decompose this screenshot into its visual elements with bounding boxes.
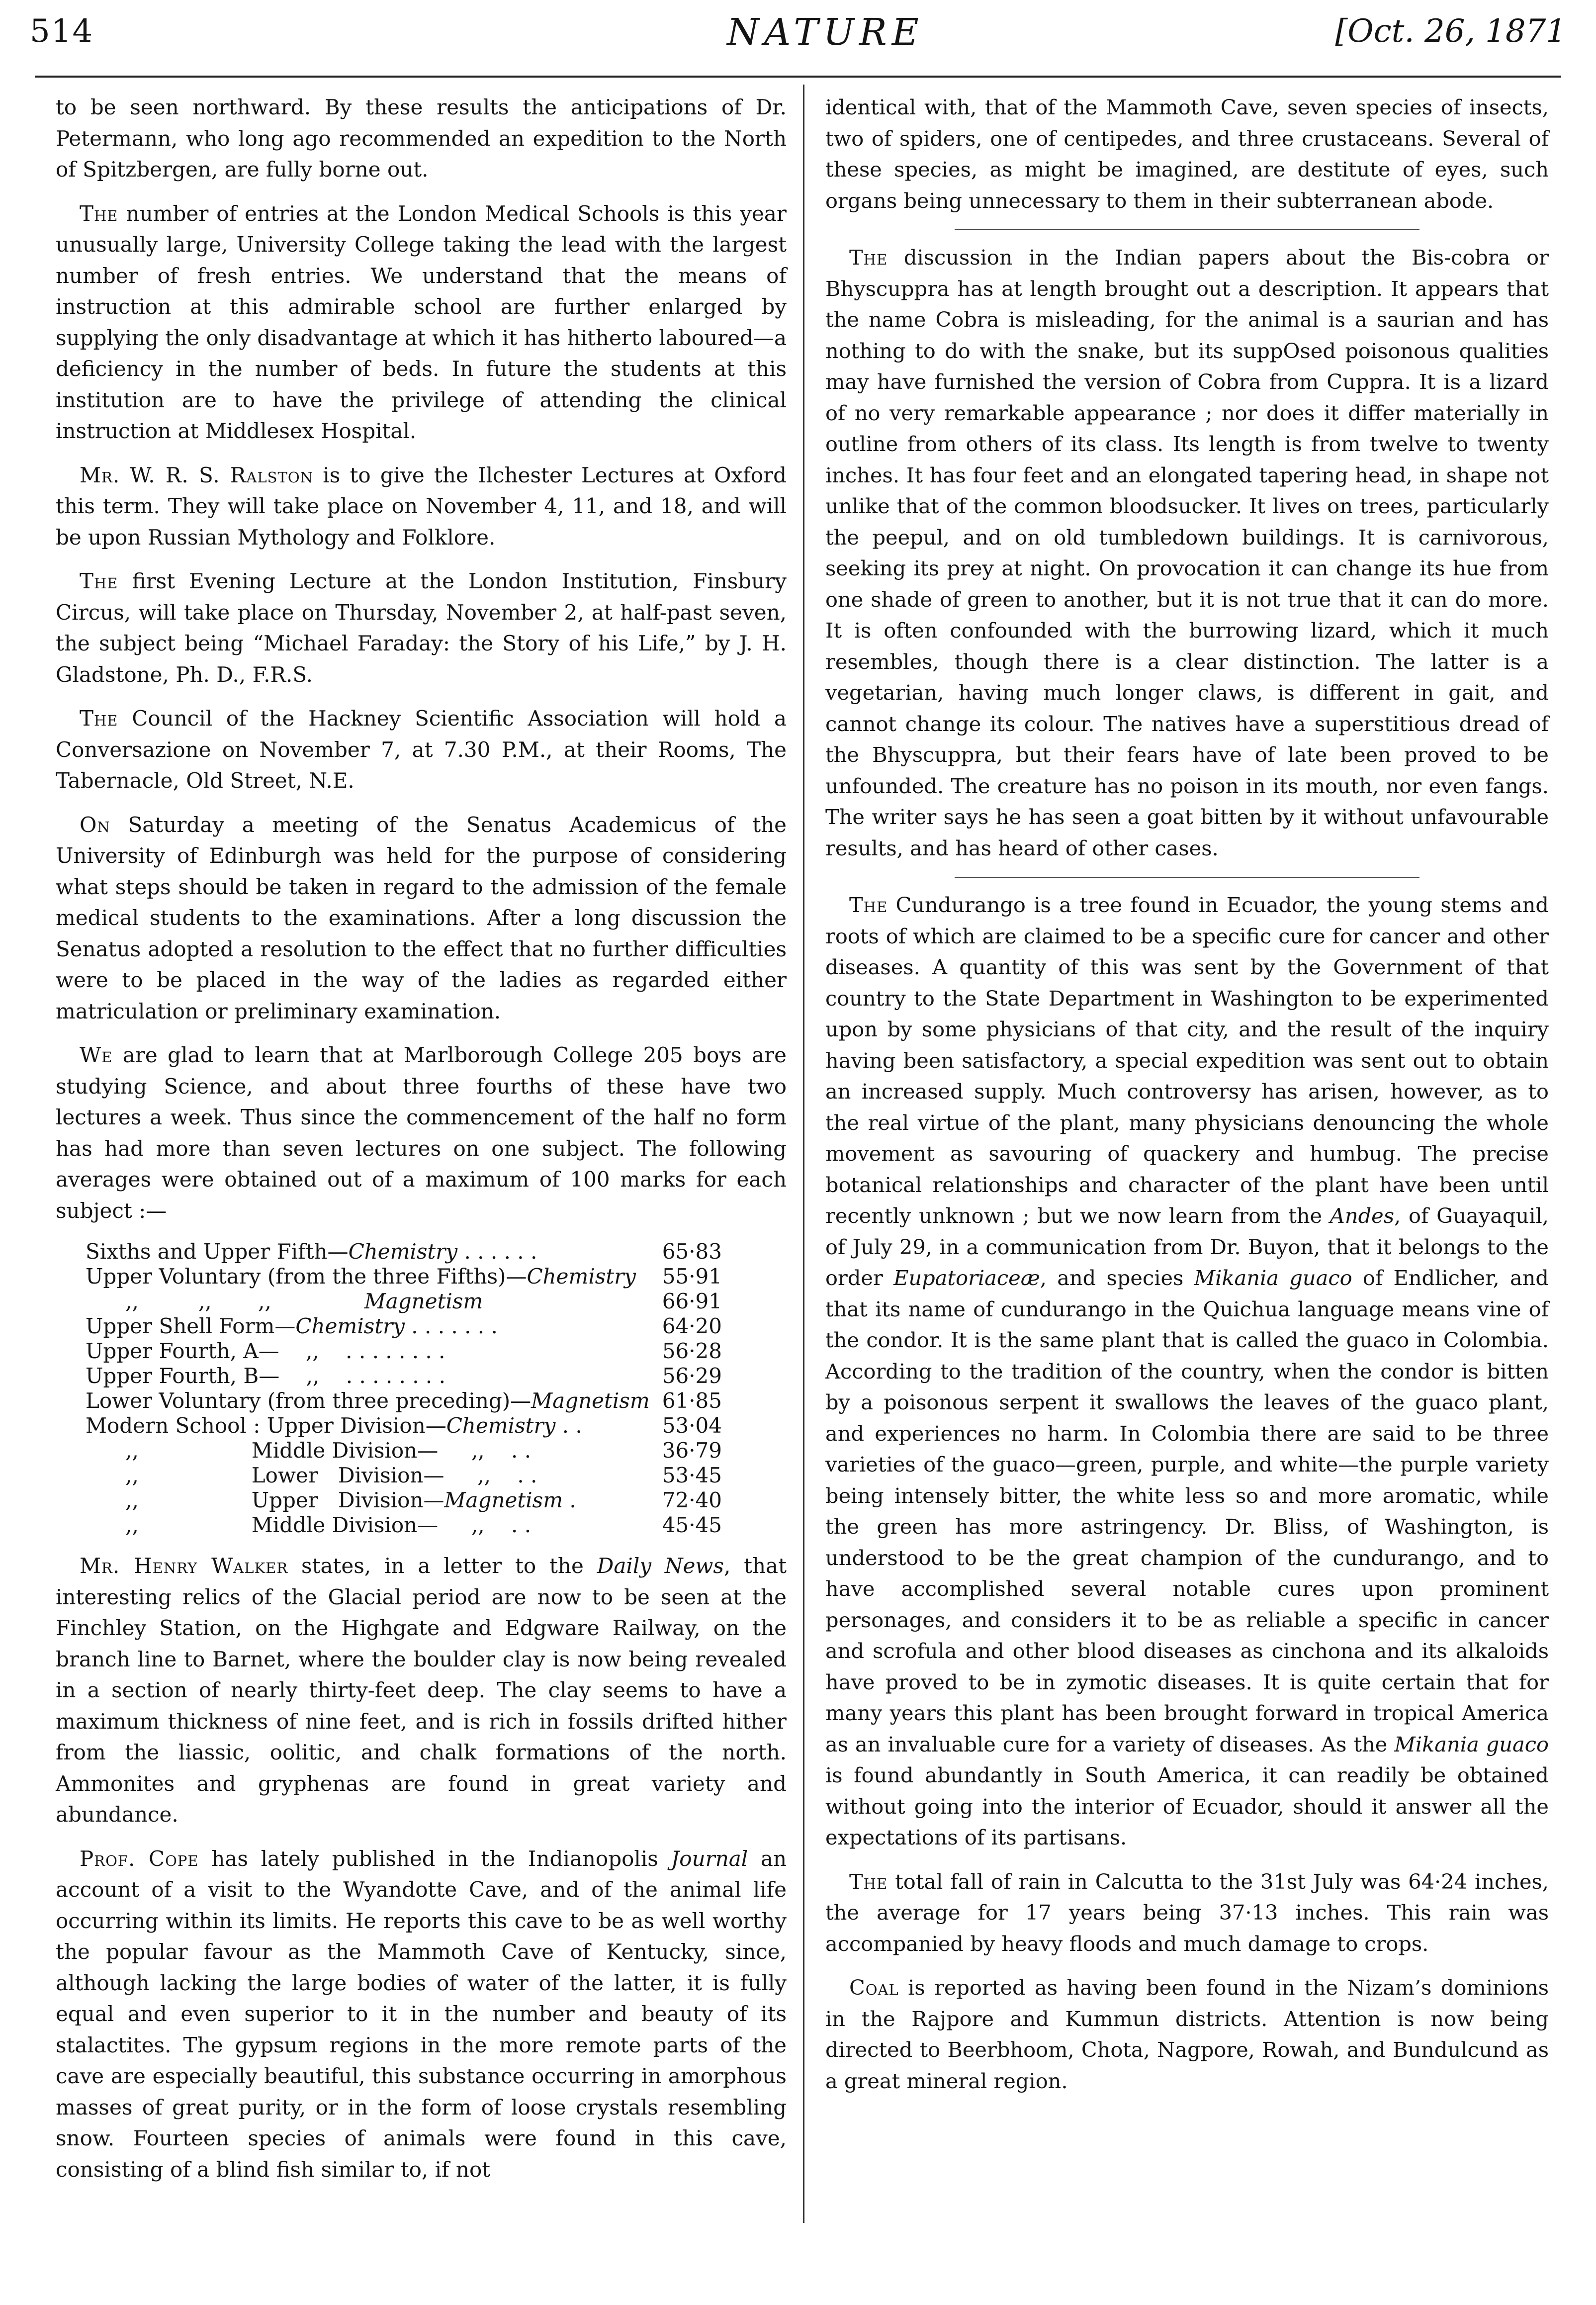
lead-word: The [849,893,888,917]
header-rule [35,76,1561,78]
paragraph-text: discussion in the Indian papers about the Bis-cobra or Bhyscuppra has at length brought out a description. It appears that the name Cobra is misleading, for the animal is a saurian and has nothing to do with the snake, but its suppOsed poisonous qualities may have furnished the version of Cobra from Cuppra. It is a lizard of no very remarkable appearance ; nor does it differ materially in outline from others of its class. Its length is from twelve to twenty inches. It has four feet and an elongated tapering head, in shape not unlike that of the common bloodsucker. It lives on trees, particularly the peepul, and on old tumbledown buildings. It is carnivorous, seeking its prey at night. On provocation it can change its hue from one shade of green to another, but it is not true that it can do more. It is often confounded with the burrowing lizard, which it much resembles, though there is a clear distinction. The latter is a vegetarian, having much longer claws, is different in gait, and cannot change its colour. The natives have a superstitious dread of the Bhyscuppra, but their fears have of late been proved to be unfounded. The creature has no poison in its mouth, nor even fangs. The writer says he has seen a goat bitten by it without unfavourable results, and has heard of other cases. [825,245,1549,860]
running-head [30,9,1566,69]
section-rule [955,229,1419,230]
table-row [86,1239,722,1264]
lead-word: Prof. Cope [80,1846,199,1871]
marks-label [86,1239,652,1264]
lead-word: The [849,1869,888,1894]
lead-word: The [80,706,118,731]
paragraph-london-institution [56,566,787,690]
marks-label [86,1513,652,1538]
marks-label [86,1264,652,1289]
paragraph-text: is reported as having been found in the Nizam’s dominions in the Rajpore and Kummun districts. Attention is now being directed to Beerbhoom, Chota, Nagpore, Rowah, and Bundulcund as a great mineral region. [825,1975,1549,2093]
marks-label [86,1388,652,1413]
paragraph-text: Saturday a meeting of the Senatus Academicus of the University of Edinburgh was held for the purpose of considering what steps should be taken in regard to the admission of the female medical students to the examinations. After a long discussion the Senatus adopted a resolution to the effect that no further difficulties were to be placed in the way of the ladies as regarded either matriculation or preliminary examination. [56,812,787,1023]
marks-label [86,1488,652,1513]
subject-name: Chemistry [446,1413,556,1438]
lead-word: The [80,569,118,593]
journal-title: NATURE [727,11,924,54]
form-name: Upper Fourth, B— ,, [86,1364,320,1388]
lead-word: Coal [849,1975,899,2000]
form-name: Lower Voluntary (from three preceding)— [86,1388,532,1413]
marks-value: 61·85 [662,1388,722,1413]
subject-name: Chemistry [295,1314,405,1338]
table-row [86,1364,722,1388]
paragraph-text: , of Guayaquil, of July 29, in a communication from Dr. Buyon, that it belongs to the order [825,1203,1549,1290]
subject-name: Chemistry [527,1264,636,1289]
paragraph-text: Cundurango is a tree found in Ecuador, the young stems and roots of which are claimed to be a specific cure for cancer and other diseases. A quantity of this was sent by the Government of that country to the State Department in Washington to be experimented upon by some physicians of that city, and the result of the inquiry having been satisfactory, a special expedition was sent out to obtain an increased supply. Much controversy has arisen, however, as to the real virtue of the plant, many physicians denouncing the whole movement as savouring of quackery and humbug. The precise botanical relationships and character of the plant have been until recently unknown ; but we now learn from the [825,893,1549,1228]
form-name: ,, Middle Division— ,, [86,1438,485,1463]
table-row [86,1289,722,1314]
paragraph-petermann: to be seen northward. By these results the anticipations of Dr. Petermann, who long ago recommended an expedition to the North of Spitzbergen, are fully borne out. [56,95,787,182]
marks-value: 53·45 [662,1463,722,1487]
subject-name: Chemistry [348,1239,458,1264]
marks-value: 66·91 [662,1289,722,1313]
marks-value: 64·20 [662,1314,722,1338]
form-name: ,, ,, ,, [86,1289,364,1313]
lead-word: We [80,1043,113,1067]
table-row [86,1413,722,1438]
subject-name: Magnetism [531,1388,650,1413]
paragraph-text: , that interesting relics of the Glacial period are now to be seen at the Finchley Station, on the Highgate and Edgware Railway, on the branch line to Barnet, where the boulder clay is now being revealed in a section of nearly thirty-feet deep. The clay seems to have a maximum thickness of nine feet, and is rich in fossils drifted hither from the liassic, oolitic, and chalk formations of the north. Ammonites and gryphenas are found in great variety and abundance. [56,1554,787,1827]
lead-word: The [849,245,888,270]
paragraph-ralston [56,460,787,553]
paragraph-walker [56,1551,787,1831]
paragraph-medical-schools [56,198,787,447]
paragraph-text: of Endlicher, and that its name of cundurango in the Quichua language means vine of the condor. It is the same plant that is called the guaco in Colombia. According to the tradition of the country, when the condor is bitten by a poisonous serpent it swallows the leaves of the guaco plant, and experiences no harm. In Colombia there are said to be three varieties of the guaco—green, purple, and white—the purple variety being intensely bitter, the white less so and more aromatic, while the green has more astringency. Dr. Bliss, of Washington, is understood to be the great champion of the cundurango, and to have accomplished several notable cures upon prominent personages, and considers it to be as reliable a specific in cancer and scrofula and other blood diseases as cinchona and its alkaloids have proved to be in zymotic diseases. It is quite certain that for many years this plant has been brought forward in tropical America as an invaluable cure for a variety of diseases. As the [825,1266,1549,1756]
form-name: Upper Voluntary (from the three Fifths)— [86,1264,527,1289]
journal-name: Journal [671,1846,748,1871]
paragraph-text: an account of a visit to the Wyandotte Cave, and of the animal life occurring within its limits. He reports this cave to be as well worthy the popular favour as the Mammoth Cave of Kentucky, since, although lacking the large bodies of water of the latter, it is fully equal and even superior to it in the number and beauty of its stalactites. The gypsum regions in the more remote parts of the cave are especially beautiful, this substance occurring in amorphous masses of great purity, or in the form of loose crystals resembling snow. Fourteen species of animals were found in this cave, consisting of a blind fish similar to, if not [56,1846,787,2182]
table-row [86,1314,722,1339]
marks-table [86,1239,722,1538]
marks-label [86,1364,652,1388]
species-name: Mikania guaco [1394,1732,1549,1756]
paragraph-text: states, in a letter to the [288,1554,597,1578]
paragraph-text: Council of the Hackney Scientific Association will hold a Conversazione on November 7, at 7.30 P.M., at their Rooms, The Tabernacle, Old Street, N.E. [56,706,787,793]
subject-name: Magnetism [364,1289,483,1313]
marks-value: 36·79 [662,1438,722,1463]
column-divider [803,85,804,2223]
leader-dots: . . . . . . . [404,1314,498,1338]
marks-label [86,1289,652,1314]
table-row [86,1488,722,1513]
form-name: Upper Fourth, A— ,, [86,1339,319,1363]
paragraph-text: number of entries at the London Medical Schools is this year unusually large, University College taking the lead with the largest number of fresh entries. We understand that the means of instruction at this admirable school are further enlarged by supplying the only disadvantage at which it has hitherto laboured—a deficiency in the number of beds. In future the students at this institution are to have the privilege of attending the clinical instruction at Middlesex Hospital. [56,201,787,443]
paragraph-hackney [56,703,787,797]
table-row [86,1513,722,1538]
form-name: Modern School : Upper Division— [86,1413,446,1438]
table-row [86,1339,722,1364]
paragraph-edinburgh [56,810,787,1027]
table-row [86,1463,722,1488]
marks-label [86,1314,652,1339]
paragraph-text: first Evening Lecture at the London Institution, Finsbury Circus, will take place on Thursday, November 2, at half-past seven, the subject being “Michael Faraday: the Story of his Life,” by J. H. Gladstone, Ph. D., F.R.S. [56,569,787,687]
marks-label [86,1413,652,1438]
marks-value: 56·28 [662,1339,722,1363]
leader-dots: . . [484,1438,532,1463]
marks-label [86,1339,652,1364]
leader-dots: . [563,1488,576,1512]
page-number: 514 [30,13,94,50]
section-rule [955,877,1419,878]
leader-dots: . . . . . . . . [319,1364,445,1388]
paragraph-text: is found abundantly in South America, it can readily be obtained without going into the interior of Ecuador, should it answer all the expectations of its partisans. [825,1763,1549,1849]
marks-value: 53·04 [662,1413,722,1438]
lead-word: Mr. Henry Walker [80,1554,288,1578]
lead-word: On [80,812,110,837]
left-column [56,92,787,2198]
paragraph-calcutta-rain [825,1866,1549,1960]
lead-word: The [80,201,118,226]
marks-value: 55·91 [662,1264,722,1289]
paragraph-cope [56,1844,787,2186]
marks-label [86,1438,652,1463]
form-name: Sixths and Upper Fifth— [86,1239,349,1264]
subject-name: Magnetism [444,1488,563,1512]
leader-dots: . . [555,1413,582,1438]
lead-word: Mr. W. R. S. Ralston [80,462,314,487]
form-name: Upper Shell Form— [86,1314,296,1338]
table-row [86,1388,722,1413]
leader-dots: . . . . . . . . [319,1339,445,1363]
form-name: ,, Middle Division— ,, [86,1513,485,1537]
paragraph-text: , and species [1040,1266,1194,1290]
newspaper-title: Daily News [597,1554,724,1578]
paragraph-text: total fall of rain in Calcutta to the 31st July was 64·24 inches, the average for 17 years being 37·13 inches. This rain was accompanied by heavy floods and much damage to crops. [825,1869,1549,1956]
paragraph-text: are glad to learn that at Marlborough College 205 boys are studying Science, and about three fourths of these have two lectures a week. Thus since the commencement of the half no form has had more than seven lectures on one subject. The following averages were obtained out of a maximum of 100 marks for each subject :— [56,1043,787,1223]
leader-dots: . . . . . . [457,1239,537,1264]
table-row [86,1438,722,1463]
paragraph-coal [825,1972,1549,2097]
paragraph-bis-cobra [825,242,1549,864]
marks-value: 56·29 [662,1364,722,1388]
marks-value: 45·45 [662,1513,722,1537]
form-name: ,, Upper Division— [86,1488,444,1512]
marks-value: 72·40 [662,1488,722,1512]
botanical-order: Eupatoriaceæ [893,1266,1040,1290]
paragraph-cave-species: identical with, that of the Mammoth Cave, seven species of insects, two of spiders, one of centipedes, and three crustaceans. Several of these species, as might be imagined, are destitute of eyes, such organs being unnecessary to them in their subterranean abode. [825,95,1549,213]
paragraph-marlborough [56,1040,787,1226]
paragraph-text: is to give the Ilchester Lectures at Oxford this term. They will take place on November 4, 11, and 18, and will be upon Russian Mythology and Folklore. [56,462,787,550]
table-row [86,1264,722,1289]
marks-value: 65·83 [662,1239,722,1264]
marks-label [86,1463,652,1488]
form-name: ,, Lower Division— ,, [86,1463,491,1487]
issue-date: [Oct. 26, 1871 [1335,13,1566,50]
paragraph-cundurango [825,890,1549,1853]
paragraph-text: has lately published in the Indianopolis [198,1846,671,1871]
species-name: Mikania guaco [1194,1266,1352,1290]
leader-dots: . . [484,1513,532,1537]
leader-dots: . . [490,1463,537,1487]
right-column [825,92,1549,2110]
newspaper-title: Andes [1330,1203,1395,1228]
